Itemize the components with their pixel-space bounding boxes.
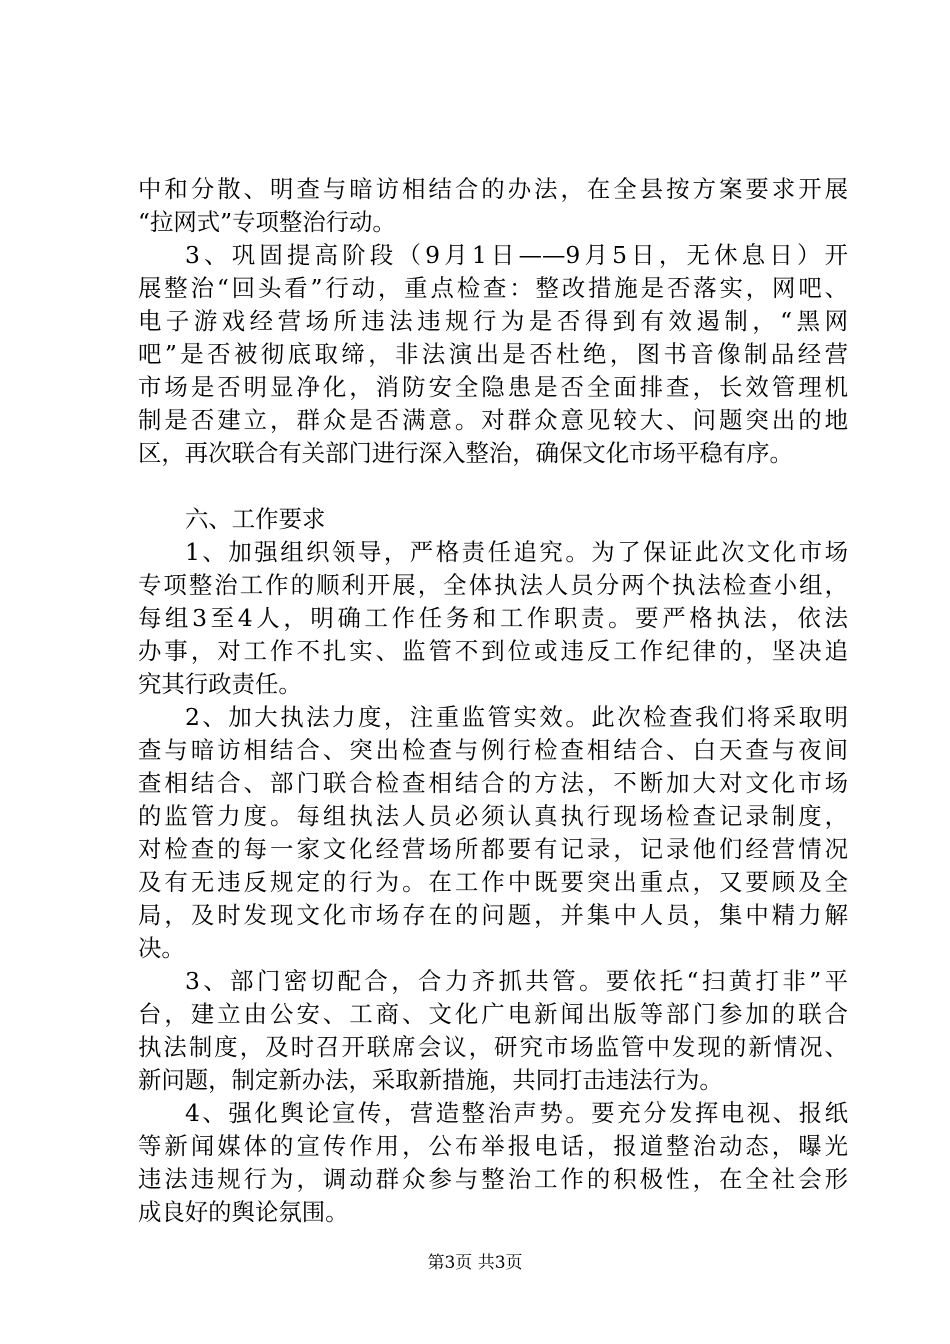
text-line: 3、巩固提高阶段（9月1日——9月5日，无休息日）开 (185, 241, 848, 269)
text-line: 执法制度，及时召开联席会议，研究市场监管中发现的新情况、 (138, 1033, 848, 1061)
text-line: 制是否建立，群众是否满意。对群众意见较大、问题突出的地 (138, 406, 848, 434)
paragraph-requirement-4 (138, 1097, 848, 1229)
text-line: 4、强化舆论宣传，营造整治声势。要充分发挥电视、报纸 (185, 1099, 848, 1127)
text-line: 违法违规行为，调动群众参与整治工作的积极性，在全社会形 (138, 1165, 848, 1193)
text-line: 查与暗访相结合、突出检查与例行检查相结合、白天查与夜间 (138, 736, 848, 764)
text-line: 吧”是否被彻底取缔，非法演出是否杜绝，图书音像制品经营 (138, 340, 848, 368)
paragraph-continuation (138, 173, 848, 239)
text-line: 专项整治工作的顺利开展，全体执法人员分两个执法检查小组， (138, 571, 848, 599)
paragraph-requirement-3 (138, 965, 848, 1097)
text-line: 局，及时发现文化市场存在的问题，并集中人员，集中精力解 (138, 901, 848, 929)
text-line: 展整治“回头看”行动，重点检查：整改措施是否落实，网吧、 (138, 274, 848, 302)
text-line: 对检查的每一家文化经营场所都要有记录，记录他们经营情况 (138, 835, 848, 863)
paragraph-requirement-1 (138, 536, 848, 701)
paragraph-phase-3 (138, 239, 848, 470)
text-line: 台，建立由公安、工商、文化广电新闻出版等部门参加的联合 (138, 1000, 848, 1028)
text-line: 办事，对工作不扎实、监管不到位或违反工作纪律的，坚决追 (138, 637, 848, 665)
text-line: 1、加强组织领导，严格责任追究。为了保证此次文化市场 (185, 538, 848, 566)
text-line: 等新闻媒体的宣传作用，公布举报电话，报道整治动态，曝光 (138, 1132, 848, 1160)
text-line: 每组3至4人，明确工作任务和工作职责。要严格执法，依法 (138, 604, 848, 632)
section-spacer (138, 470, 848, 503)
text-line: 3、部门密切配合，合力齐抓共管。要依托“扫黄打非”平 (185, 967, 848, 995)
text-line: 中和分散、明查与暗访相结合的办法，在全县按方案要求开展 (138, 175, 848, 203)
page-number-footer: 第3页 共3页 (427, 1253, 523, 1273)
document-body (138, 173, 848, 1229)
text-line: “拉网式”专项整治行动。 (138, 208, 396, 236)
text-line: 电子游戏经营场所违法违规行为是否得到有效遏制，“黑网 (138, 307, 848, 335)
text-line: 成良好的舆论氛围。 (138, 1198, 349, 1226)
text-line: 新问题，制定新办法，采取新措施，共同打击违法行为。 (138, 1066, 723, 1094)
paragraph-requirement-2 (138, 701, 848, 965)
text-line: 的监管力度。每组执法人员必须认真执行现场检查记录制度， (138, 802, 848, 830)
text-line: 究其行政责任。 (138, 670, 302, 698)
text-line: 及有无违反规定的行为。在工作中既要突出重点，又要顾及全 (138, 868, 848, 896)
text-line: 市场是否明显净化，消防安全隐患是否全面排查，长效管理机 (138, 373, 848, 401)
text-line: 区，再次联合有关部门进行深入整治，确保文化市场平稳有序。 (138, 439, 793, 467)
section-heading: 六、工作要求 (185, 505, 326, 533)
text-line: 查相结合、部门联合检查相结合的方法，不断加大对文化市场 (138, 769, 848, 797)
text-line: 决。 (138, 934, 185, 962)
text-line: 2、加大执法力度，注重监管实效。此次检查我们将采取明 (185, 703, 848, 731)
